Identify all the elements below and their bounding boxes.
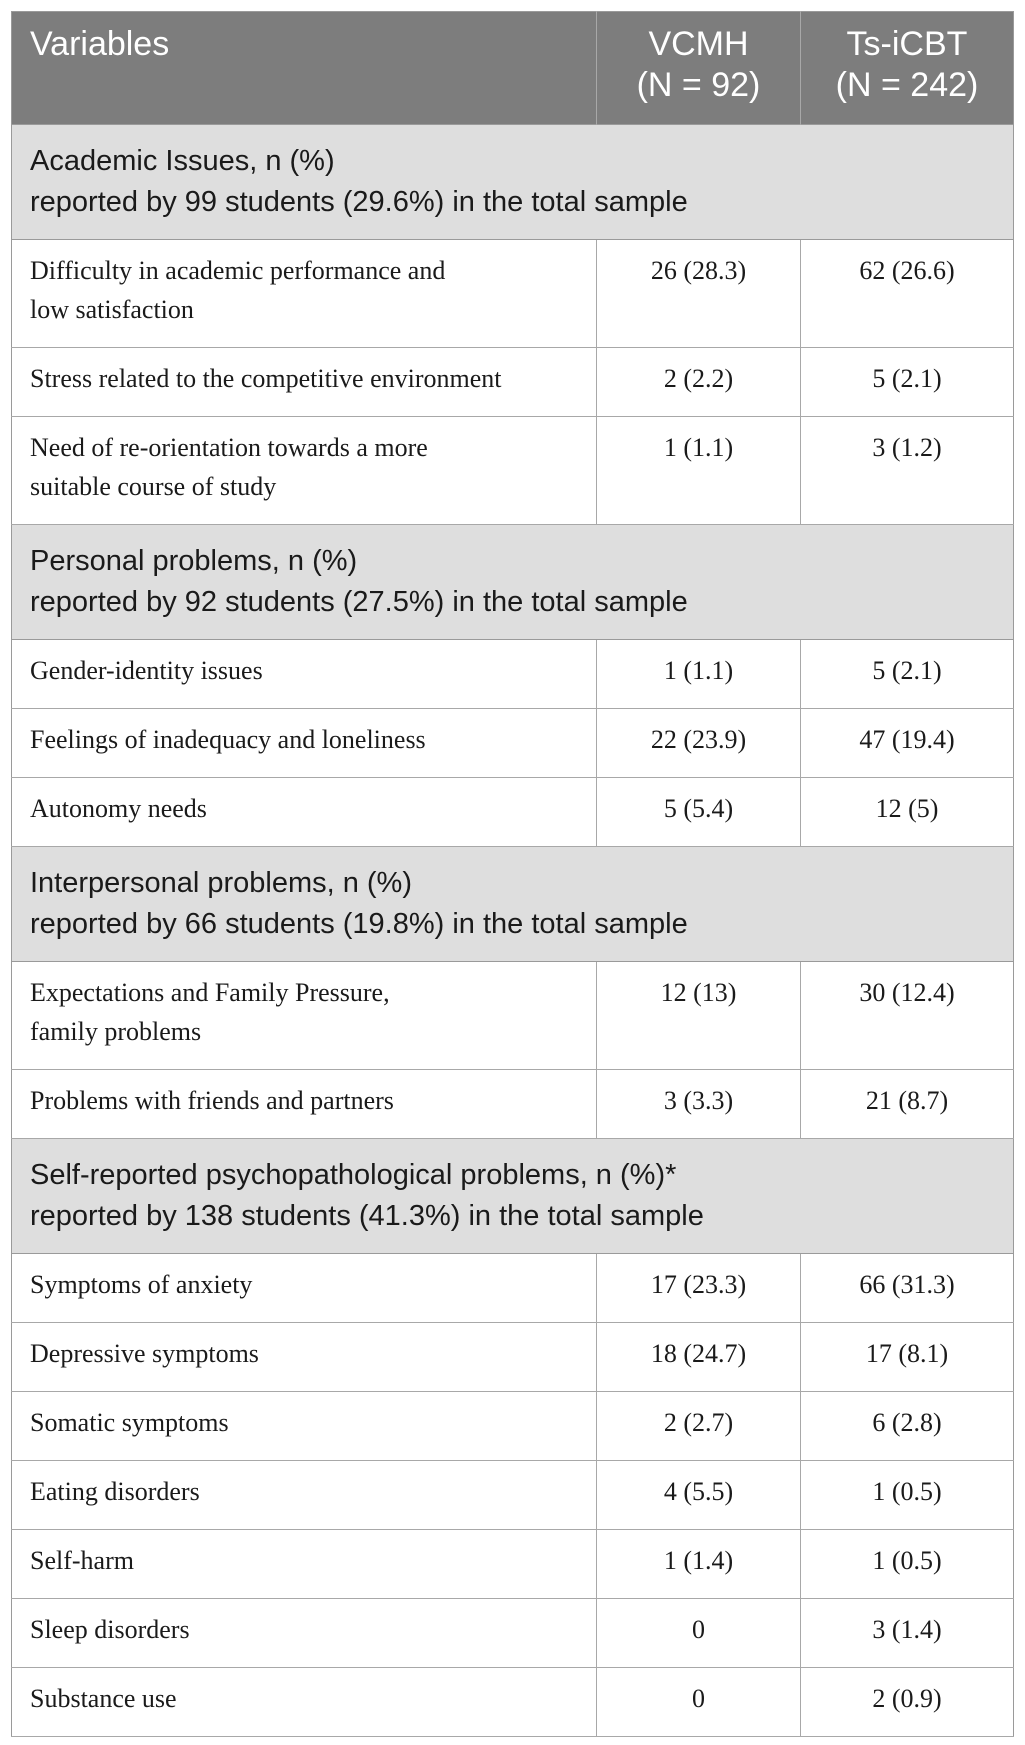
section-subtitle: reported by 92 students (27.5%) in the total sample bbox=[30, 586, 688, 618]
header-vcmh-count: (N = 92) bbox=[636, 66, 761, 104]
table-row bbox=[12, 1599, 1014, 1668]
variable-label: Eating disorders bbox=[30, 1477, 200, 1506]
variable-cell bbox=[12, 1254, 597, 1323]
variable-label: Depressive symptoms bbox=[30, 1339, 259, 1368]
table-row bbox=[12, 1530, 1014, 1599]
vcmh-value-cell: 26 (28.3) bbox=[597, 240, 801, 348]
section-header-row bbox=[12, 525, 1014, 640]
vcmh-value-cell: 1 (1.4) bbox=[597, 1530, 801, 1599]
variable-cell bbox=[12, 1668, 597, 1737]
table-row bbox=[12, 778, 1014, 847]
tsicbt-value-cell: 17 (8.1) bbox=[801, 1323, 1014, 1392]
table-row bbox=[12, 1461, 1014, 1530]
variable-cell bbox=[12, 1070, 597, 1139]
section-header-row bbox=[12, 125, 1014, 240]
data-table bbox=[11, 11, 1014, 1737]
section-header-cell bbox=[12, 847, 1014, 962]
variable-label-continued: suitable course of study bbox=[30, 472, 277, 501]
section-subtitle: reported by 138 students (41.3%) in the total sample bbox=[30, 1200, 704, 1232]
tsicbt-value-cell: 47 (19.4) bbox=[801, 709, 1014, 778]
tsicbt-value-cell: 6 (2.8) bbox=[801, 1392, 1014, 1461]
variable-label: Problems with friends and partners bbox=[30, 1086, 394, 1115]
header-tsicbt-count: (N = 242) bbox=[835, 66, 979, 104]
table-row bbox=[12, 640, 1014, 709]
table-body bbox=[12, 125, 1014, 1737]
table-row bbox=[12, 1254, 1014, 1323]
variable-label: Sleep disorders bbox=[30, 1615, 190, 1644]
variable-label: Expectations and Family Pressure, bbox=[30, 978, 390, 1007]
variable-label-continued: family problems bbox=[30, 1017, 202, 1046]
variable-label-continued: low satisfaction bbox=[30, 295, 194, 324]
variable-cell bbox=[12, 1323, 597, 1392]
tsicbt-value-cell: 66 (31.3) bbox=[801, 1254, 1014, 1323]
header-vcmh bbox=[597, 12, 801, 125]
variable-cell bbox=[12, 1392, 597, 1461]
variable-label: Stress related to the competitive environment bbox=[30, 364, 502, 393]
table-row bbox=[12, 348, 1014, 417]
vcmh-value-cell: 1 (1.1) bbox=[597, 640, 801, 709]
table-row bbox=[12, 1070, 1014, 1139]
section-title: Self-reported psychopathological problems, n (%)* bbox=[30, 1159, 677, 1191]
variable-label: Difficulty in academic performance and bbox=[30, 256, 446, 285]
tsicbt-value-cell: 1 (0.5) bbox=[801, 1530, 1014, 1599]
variable-cell bbox=[12, 778, 597, 847]
table-row bbox=[12, 1668, 1014, 1737]
variable-cell bbox=[12, 709, 597, 778]
vcmh-value-cell: 0 bbox=[597, 1668, 801, 1737]
variable-cell bbox=[12, 1530, 597, 1599]
table-row bbox=[12, 417, 1014, 525]
vcmh-value-cell: 5 (5.4) bbox=[597, 778, 801, 847]
section-header-cell bbox=[12, 525, 1014, 640]
section-title: Academic Issues, n (%) bbox=[30, 145, 335, 177]
tsicbt-value-cell: 21 (8.7) bbox=[801, 1070, 1014, 1139]
variable-label: Gender-identity issues bbox=[30, 656, 263, 685]
section-header-cell bbox=[12, 125, 1014, 240]
vcmh-value-cell: 18 (24.7) bbox=[597, 1323, 801, 1392]
vcmh-value-cell: 3 (3.3) bbox=[597, 1070, 801, 1139]
header-row bbox=[12, 12, 1014, 125]
vcmh-value-cell: 0 bbox=[597, 1599, 801, 1668]
tsicbt-value-cell: 3 (1.2) bbox=[801, 417, 1014, 525]
header-tsicbt-title: Ts-iCBT bbox=[846, 25, 968, 63]
tsicbt-value-cell: 1 (0.5) bbox=[801, 1461, 1014, 1530]
variable-label: Feelings of inadequacy and loneliness bbox=[30, 725, 426, 754]
section-header-row bbox=[12, 1139, 1014, 1254]
tsicbt-value-cell: 30 (12.4) bbox=[801, 962, 1014, 1070]
vcmh-value-cell: 1 (1.1) bbox=[597, 417, 801, 525]
section-header-row bbox=[12, 847, 1014, 962]
tsicbt-value-cell: 2 (0.9) bbox=[801, 1668, 1014, 1737]
tsicbt-value-cell: 3 (1.4) bbox=[801, 1599, 1014, 1668]
variable-label: Substance use bbox=[30, 1684, 177, 1713]
variable-label: Somatic symptoms bbox=[30, 1408, 229, 1437]
section-subtitle: reported by 99 students (29.6%) in the total sample bbox=[30, 186, 688, 218]
header-vcmh-title: VCMH bbox=[648, 25, 749, 63]
header-tsicbt bbox=[801, 12, 1014, 125]
table-row bbox=[12, 1392, 1014, 1461]
variable-cell bbox=[12, 1599, 597, 1668]
table-row bbox=[12, 962, 1014, 1070]
variable-label: Self-harm bbox=[30, 1546, 134, 1575]
section-header-cell bbox=[12, 1139, 1014, 1254]
tsicbt-value-cell: 5 (2.1) bbox=[801, 640, 1014, 709]
table-row bbox=[12, 1323, 1014, 1392]
vcmh-value-cell: 2 (2.7) bbox=[597, 1392, 801, 1461]
vcmh-value-cell: 12 (13) bbox=[597, 962, 801, 1070]
variable-cell bbox=[12, 1461, 597, 1530]
vcmh-value-cell: 2 (2.2) bbox=[597, 348, 801, 417]
tsicbt-value-cell: 12 (5) bbox=[801, 778, 1014, 847]
section-title: Personal problems, n (%) bbox=[30, 545, 358, 577]
tsicbt-value-cell: 62 (26.6) bbox=[801, 240, 1014, 348]
vcmh-value-cell: 22 (23.9) bbox=[597, 709, 801, 778]
table-row bbox=[12, 709, 1014, 778]
table-header bbox=[12, 12, 1014, 125]
tsicbt-value-cell: 5 (2.1) bbox=[801, 348, 1014, 417]
table-row bbox=[12, 240, 1014, 348]
section-subtitle: reported by 66 students (19.8%) in the total sample bbox=[30, 908, 688, 940]
variable-cell bbox=[12, 640, 597, 709]
section-title: Interpersonal problems, n (%) bbox=[30, 867, 412, 899]
variable-cell bbox=[12, 962, 597, 1070]
variable-label: Symptoms of anxiety bbox=[30, 1270, 253, 1299]
variable-cell bbox=[12, 348, 597, 417]
variable-cell bbox=[12, 417, 597, 525]
variable-label: Need of re-orientation towards a more bbox=[30, 433, 428, 462]
vcmh-value-cell: 4 (5.5) bbox=[597, 1461, 801, 1530]
vcmh-value-cell: 17 (23.3) bbox=[597, 1254, 801, 1323]
variable-label: Autonomy needs bbox=[30, 794, 207, 823]
header-variables bbox=[12, 12, 597, 125]
header-variables-label: Variables bbox=[30, 25, 170, 63]
variable-cell bbox=[12, 240, 597, 348]
